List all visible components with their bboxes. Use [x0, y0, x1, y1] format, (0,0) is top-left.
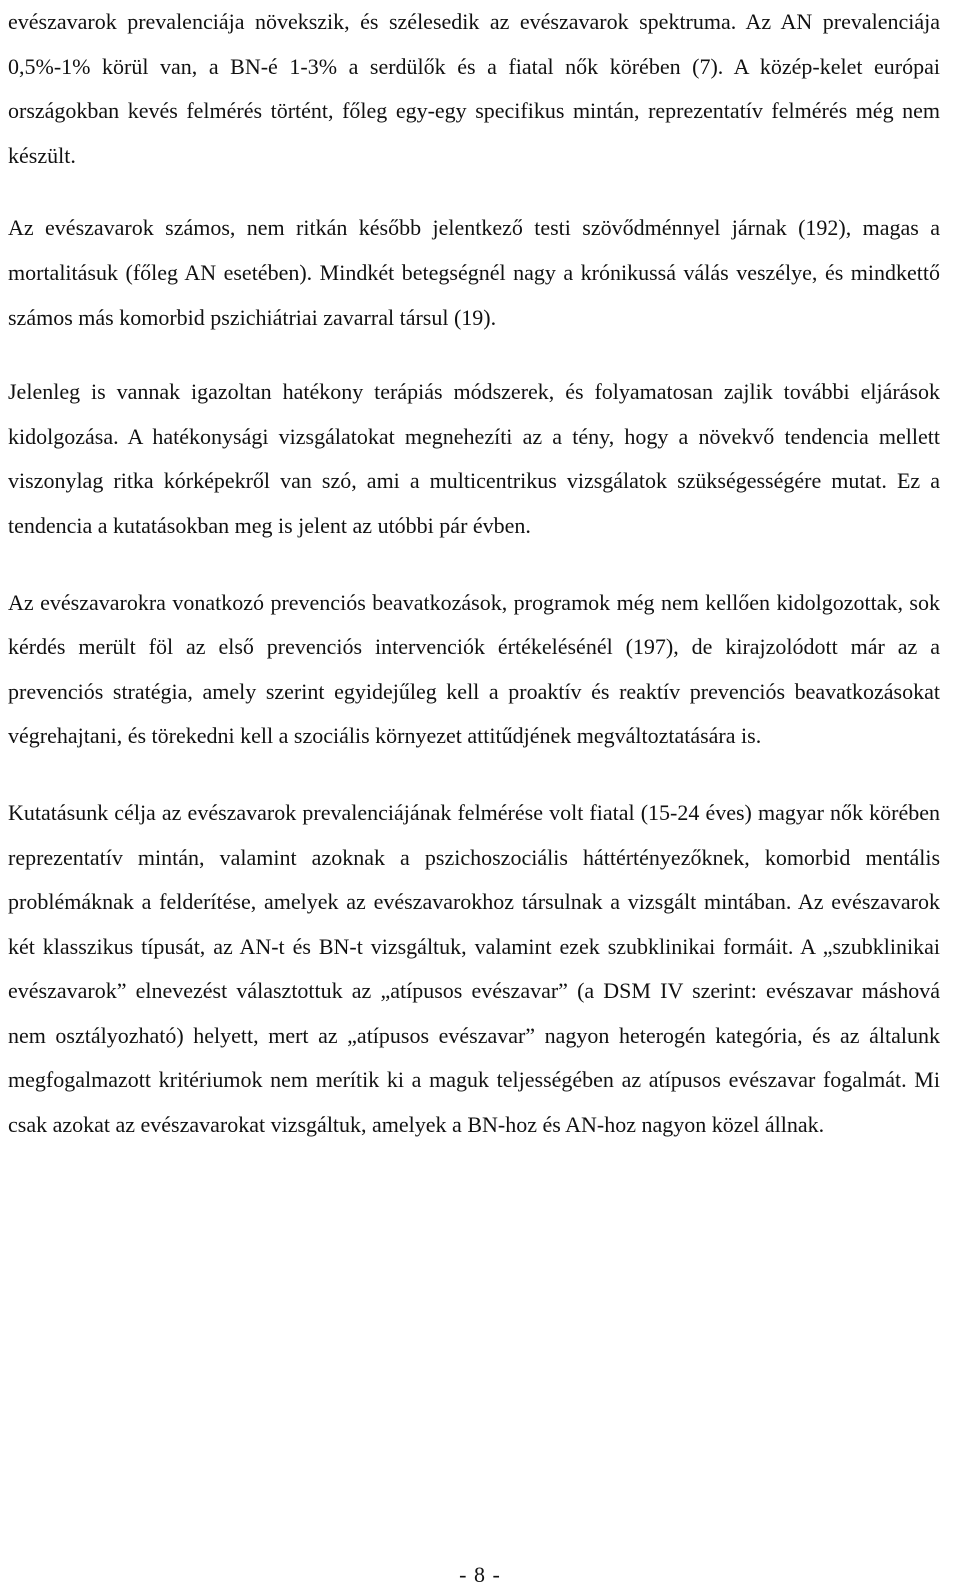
paragraph-5: Kutatásunk célja az evészavarok prevalenciájának felmérése volt fiatal (15-24 éves) magyar nők körében reprezentatív mintán, valamint azoknak a pszichoszociális háttértényezőknek, komorbid mentális problémáknak a felderítése, amelyek az evészavarokhoz társulnak a vizsgált mintában. Az evészavarok két klasszikus típusát, az AN-t és BN-t vizsgáltuk, valamint ezek szubklinikai formáit. A „szubklinikai evészavarok” elnevezést választottuk az „atípusos evészavar” (a DSM IV szerint: evészavar máshová nem osztályozható) helyett, mert az „atípusos evészavar” nagyon heterogén kategória, és az általunk megfogalmazott kritériumok nem merítik ki a maguk teljességében az atípusos evészavar fogalmát. Mi csak azokat az evészavarokat vizsgáltuk, amelyek a BN-hoz és AN-hoz nagyon közel állnak. — [8, 799, 940, 1138]
page-number: - 8 - — [459, 1562, 501, 1587]
document-page — [8, 0, 940, 1148]
paragraph-1: evészavarok prevalenciája növekszik, és szélesedik az evészavarok spektruma. Az AN prevalenciája 0,5%-1% körül van, a BN-é 1-3% a serdülők és a fiatal nők körében (7). A közép-kelet európai országokban kevés felmérés történt, főleg egy-egy specifikus mintán, reprezentatív felmérés még nem készült. — [8, 9, 940, 168]
paragraph-2: Az evészavarok számos, nem ritkán később jelentkező testi szövődménnyel járnak (192), magas a mortalitásuk (főleg AN esetében). Mindkét betegségnél nagy a krónikussá válás veszélye, és mindkettő számos más komorbid pszichiátriai zavarral társul (19). — [8, 215, 940, 330]
paragraph-3: Jelenleg is vannak igazoltan hatékony terápiás módszerek, és folyamatosan zajlik további eljárások kidolgozása. A hatékonysági vizsgálatokat megnehezíti az a tény, hogy a növekvő tendencia mellett viszonylag ritka kórképekről van szó, ami a multicentrikus vizsgálatok szükségességére mutat. Ez a tendencia a kutatásokban meg is jelent az utóbbi pár évben. — [8, 379, 940, 538]
paragraph-4: Az evészavarokra vonatkozó prevenciós beavatkozások, programok még nem kellően kidolgozottak, sok kérdés merült föl az első prevenciós intervenciók értékelésénél (197), de kirajzolódott már az a prevenciós stratégia, amely szerint egyidejűleg kell a proaktív és reaktív prevenciós beavatkozásokat végrehajtani, és törekedni kell a szociális környezet attitűdjének megváltoztatására is. — [8, 589, 940, 749]
